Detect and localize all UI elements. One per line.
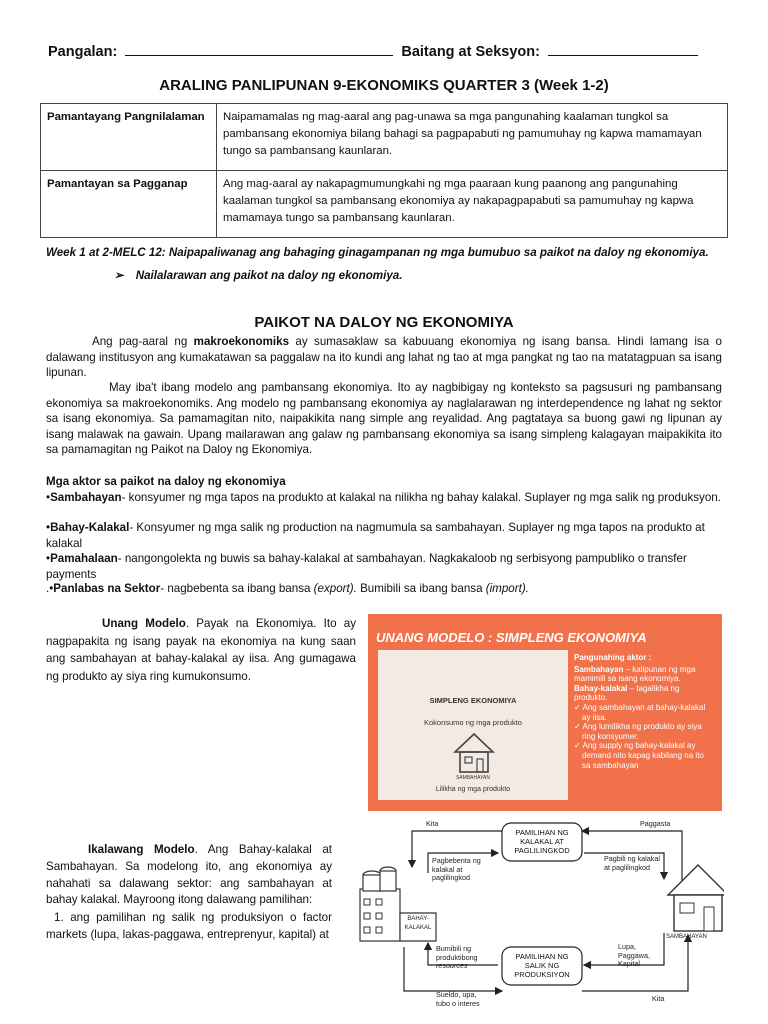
label-payments — [436, 991, 506, 1008]
bullet: • — [46, 521, 51, 534]
factor-market-box: PAMILIHAN NG SALIK NG PRODUKSIYON — [514, 952, 570, 979]
bullet: • — [46, 491, 51, 504]
actor-name: Pamahalaan — [50, 552, 118, 565]
arrow-bullet-icon: ➢ — [114, 269, 124, 282]
checkmark-icon: ✓ — [574, 741, 583, 751]
actor-desc: – kalipunan ng mga mamimili sa isang ekonomiya. — [574, 664, 696, 684]
actor-item — [46, 490, 722, 506]
actor-name: Panlabas na Sektor — [53, 582, 161, 595]
student-info-header — [48, 44, 698, 60]
check-text: Ang lumilikha ng produkto ay siya ring konsyumer. — [582, 722, 702, 741]
melc-statement: Week 1 at 2-MELC 12: Naipapaliwanag ang bahaging ginagampanan ng mga bumubuo sa paikot na daloy ng ekonomiya. — [46, 246, 709, 259]
slide-title: UNANG MODELO : SIMPLENG EKONOMIYA — [376, 630, 647, 645]
actor-name: Sambahayan — [574, 664, 624, 674]
label-kita-bottom: Kita — [652, 994, 665, 1003]
check-text: Ang supply ng bahay-kalakal ay demand nito kapag kabilang na ito sa sambahayan — [582, 741, 704, 770]
label-buy-goods: Pagbili ng kalakal at paglilingkod — [604, 854, 660, 872]
import-term: (import). — [485, 582, 529, 595]
illustration-house-label: SAMBAHAYAN — [456, 775, 490, 781]
standards-table — [40, 103, 728, 238]
actor-desc: – tagalikha ng produkto. — [574, 683, 680, 703]
section-label: Baitang at Seksyon: — [401, 44, 540, 60]
label-sell-goods: Pagbebenta ng kalakal at paglilingkod — [432, 856, 481, 882]
actor-desc: - nagbebenta sa ibang bansa — [160, 582, 314, 595]
intro-text: Ang pag-aaral ng — [92, 335, 194, 348]
check-text: Ang sambahayan at bahay-kalakal ay iisa. — [582, 702, 706, 722]
model1-description — [46, 615, 356, 685]
section-blank-line[interactable] — [548, 44, 698, 56]
table-cell-value: Ang mag-aaral ay nakapagmumungkahi ng mga paaraan kung paanong ang pangunahing kaalaman tungkol sa pambansang ekonomiya ay nakapagpapabuti sa pamumuhay ng kapwa mamamaya tungo sa pambansang kaunlaran. — [217, 171, 728, 238]
slide-actors-box — [568, 650, 714, 800]
name-blank-line[interactable] — [125, 44, 393, 56]
model1-text: . Payak na Ekonomiya. Ito ay nagpapakita ng isang payak na ekonomiya na kung saan ang sambahayan at bahay-kalakal ay iisa. Ang gumagawa ng produkto ay siya ring kumukonsumo. — [46, 617, 356, 683]
actor-name: Bahay-Kalakal — [50, 521, 130, 534]
check-item — [574, 703, 708, 722]
actor-item — [46, 520, 722, 551]
table-row — [41, 171, 728, 238]
household-house-icon — [668, 865, 724, 931]
actors-box-item — [574, 665, 708, 684]
bullet: • — [46, 552, 51, 565]
check-item — [574, 741, 708, 770]
circular-flow-diagram — [352, 815, 724, 1024]
model2-item-1: 1. ang pamilihan ng salik ng produksiyon o factor markets (lupa, lakas-paggawa, entreprenyur, kapital) at — [46, 911, 332, 941]
illustration-produce-label: Lilikha ng mga produkto — [435, 786, 511, 793]
actors-box-item — [574, 684, 708, 703]
actor-desc: - nangongolekta ng buwis sa bahay-kalakal at sambahayan. Nagkakaloob ng serbisyong pampubliko o transfer payments — [46, 552, 687, 581]
table-row — [41, 104, 728, 171]
table-cell-value: Naipamamalas ng mag-aaral ang pag-unawa sa mga pangunahing kaalaman tungkol sa pambansang ekonomiya bilang bahagi sa pagpapabuti ng pamumuhay ng kapwa mamamayan tungo sa pambansang kaunlaran. — [217, 104, 728, 171]
checkmark-icon: ✓ — [574, 702, 583, 712]
page-title: ARALING PANLIPUNAN 9-EKONOMIKS QUARTER 3 (Week 1-2) — [159, 77, 609, 94]
label-household: SAMBAHAYAN — [666, 934, 707, 940]
illustration-title: SIMPLENG EKONOMIYA — [429, 696, 517, 705]
actor-desc: - konsyumer ng mga tapos na produkto at kalakal na nilikha ng bahay kalakal. Suplayer ng mga salik ng produksyon. — [121, 491, 721, 504]
bullet: .• — [46, 582, 54, 595]
label-text: Sueldo, upa, — [436, 990, 477, 999]
objective-text: Nailalarawan ang paikot na daloy ng ekonomiya. — [135, 269, 403, 282]
check-item — [574, 722, 708, 741]
objective-bullet — [114, 268, 402, 282]
label-text: tubo o interes — [436, 998, 480, 1008]
illustration-consume-label: Kokonsumo ng mga produkto — [424, 718, 522, 727]
label-buy-resources — [436, 945, 496, 971]
label-paggasta: Paggasta — [640, 819, 671, 828]
table-cell-key: Pamantayan sa Pagganap — [41, 171, 217, 238]
export-term: (export). — [313, 582, 357, 595]
checkmark-icon: ✓ — [574, 722, 583, 732]
label-text: Bumibili ng produktibong — [436, 944, 478, 962]
house-icon — [451, 730, 497, 776]
model1-name: Unang Modelo — [102, 617, 186, 630]
goods-market-box: PAMILIHAN NG KALAKAL AT PAGLILINGKOD — [514, 828, 570, 855]
label-text-italic: resources — [436, 961, 468, 970]
label-firm: BAHAY-KALAKAL — [404, 916, 432, 931]
model2-text: . Ang Bahay-kalakal at Sambahayan. Sa modelong ito, ang ekonomiya ay nahahati sa dalawang sektor: ang sambahayan at bahay kalakal. Mayroong itong dalawang pamilihan: — [46, 843, 332, 907]
name-label: Pangalan: — [48, 44, 118, 60]
intro-text: ay sumasaklaw sa kabuuang ekonomiya ng isang bansa. Hindi lamang isa o dalawang institusyon ang kumakatawan sa paggalaw na ito kundi ang lahat ng tao at mga pangkat ng tao na matatagpuan sa isang lipunan. — [46, 335, 722, 379]
table-cell-key: Pamantayang Pangnilalaman — [41, 104, 217, 171]
simple-economy-illustration — [378, 650, 568, 800]
keyword-makroekonomiks: makroekonomiks — [193, 335, 290, 348]
section-title: PAIKOT NA DALOY NG EKONOMIYA — [254, 314, 514, 331]
label-kita-top: Kita — [426, 819, 439, 828]
model2-description — [46, 842, 332, 909]
actor-name: Bahay-kalakal — [574, 683, 628, 693]
actor-desc: - Konsyumer ng mga salik ng production na nagmumula sa sambahayan. Suplayer ng mga tapos na produkto at kalakal — [46, 521, 705, 550]
actor-item — [46, 581, 722, 597]
actor-item — [46, 551, 722, 582]
actors-box-heading: Pangunahing aktor : — [574, 653, 652, 662]
label-factors: Lupa, Paggawa, Kapital — [618, 942, 650, 968]
model1-slide — [368, 614, 722, 811]
actor-name: Sambahayan — [50, 491, 122, 504]
intro-paragraph-1 — [46, 334, 722, 381]
actor-desc: Bumibili sa ibang bansa — [356, 582, 486, 595]
model2-name: Ikalawang Modelo — [88, 843, 195, 856]
actors-heading: Mga aktor sa paikot na daloy ng ekonomiya — [46, 475, 286, 488]
intro-paragraph-2: May iba't ibang modelo ang pambansang ekonomiya. Ito ay nagbibigay ng konteksto sa pagsusuri ng pambansang ekonomiya sa makroekonomiks. Ang modelo ng pambansang ekonomiya ay naglalarawan ng interdependence ng lahat ng sektor sa isang ekonomiya. Sa pamamagitan nito, naipakikita nang simple ang reyalidad. Ang pagtataya sa buong gawi ng lipunan ay isang malawak na gawain. Upang mailarawan ang galaw ng pambansang ekonomiya sa isang simpleng kalagayan maipakikita ito sa pamamagitan ng Paikot na Daloy ng Ekonomiya. — [46, 381, 722, 456]
